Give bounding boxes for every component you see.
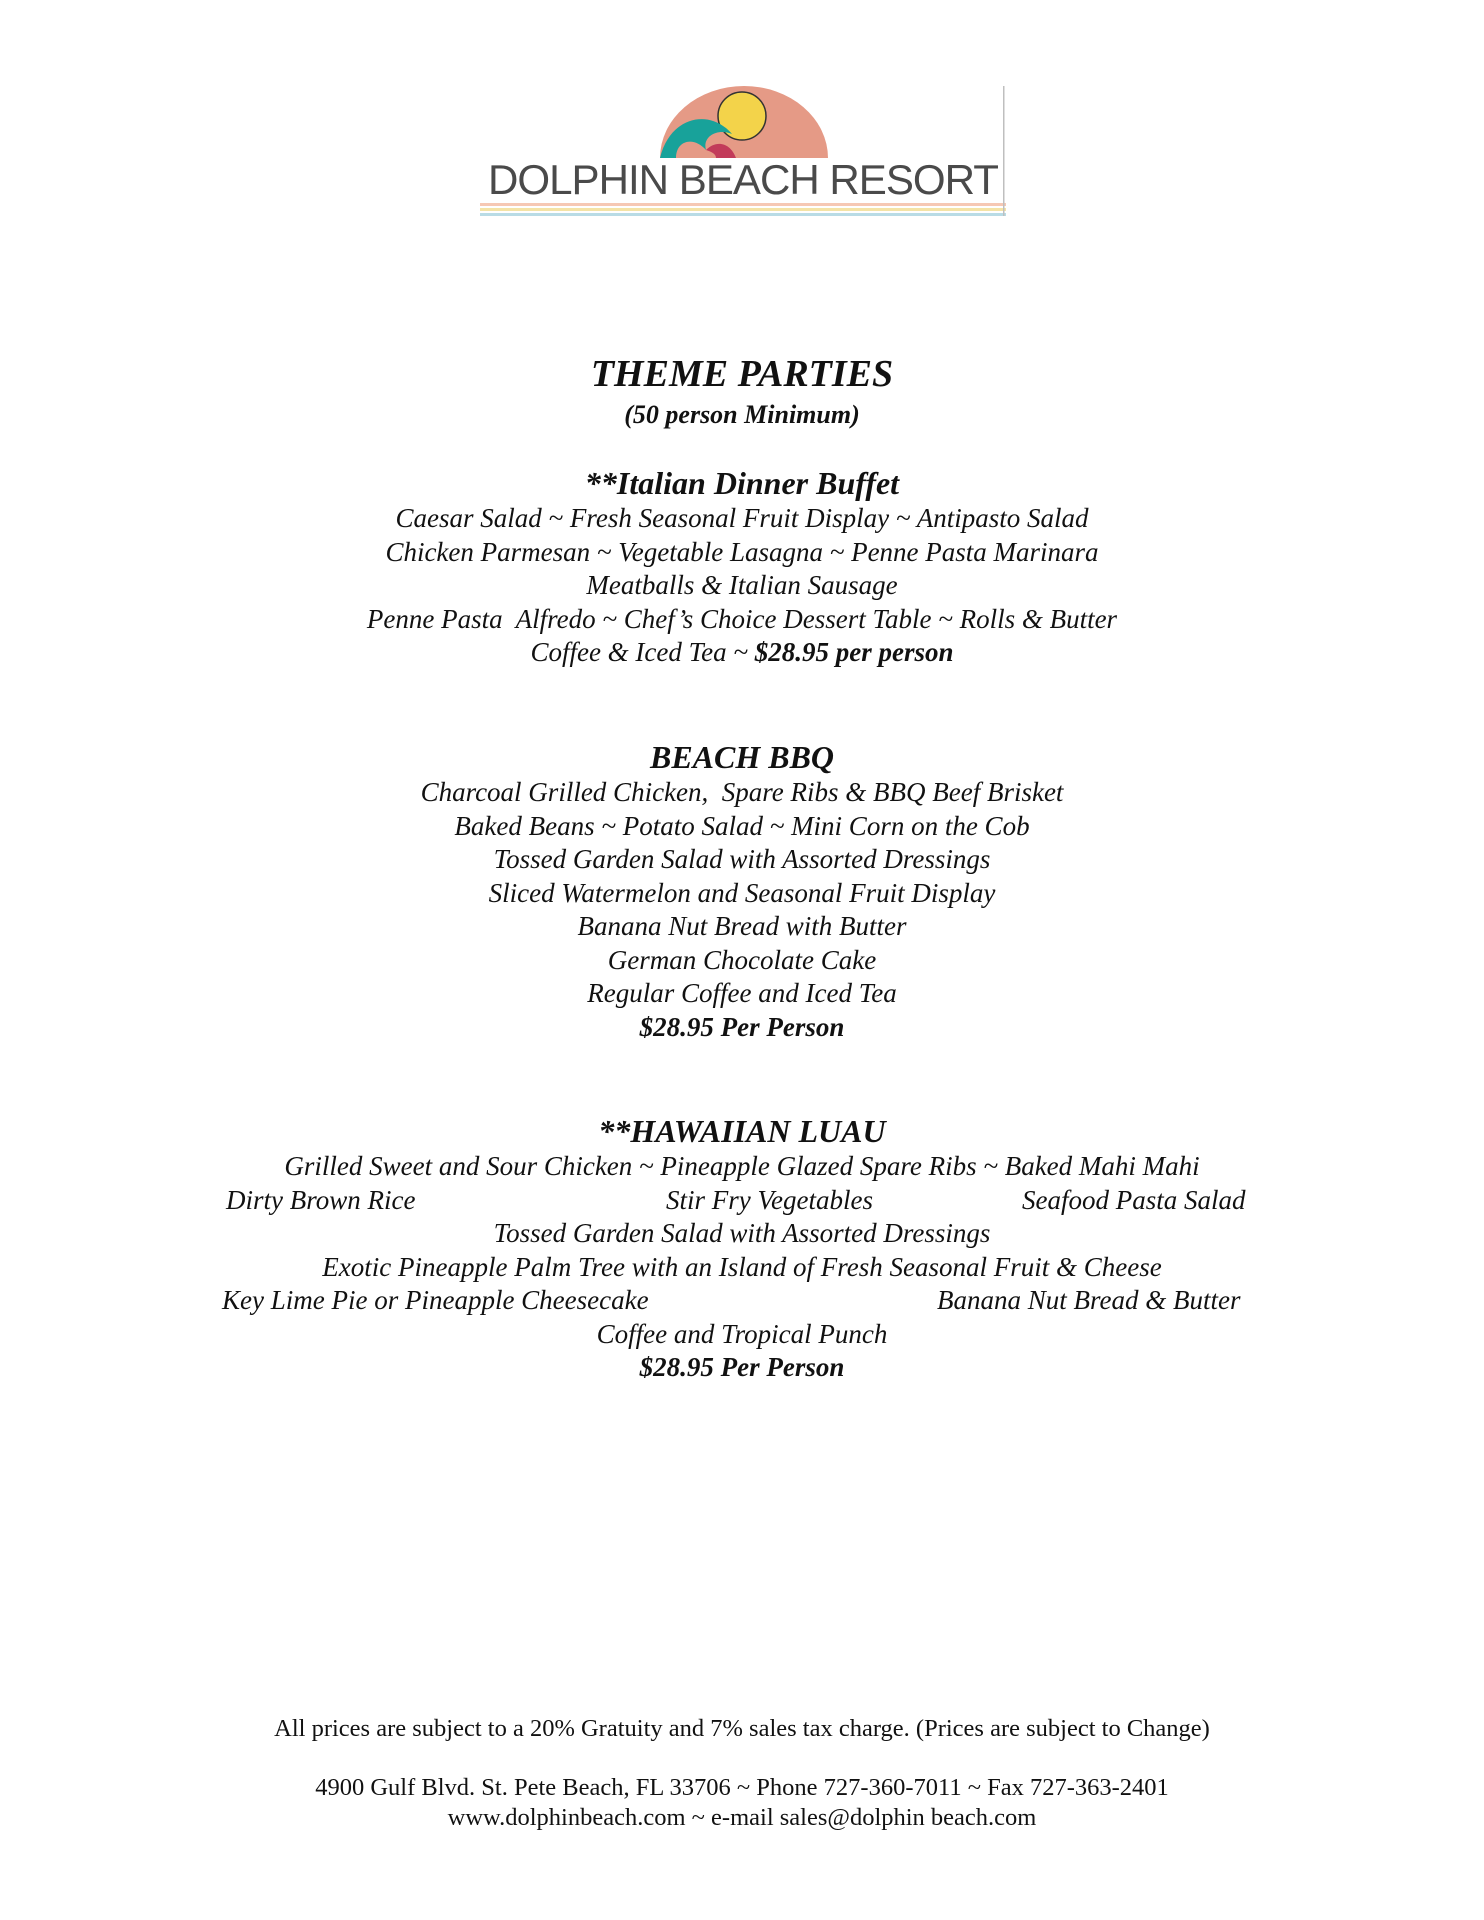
- italian-buffet-section: [0, 464, 1484, 670]
- page-subtitle: (50 person Minimum): [624, 400, 860, 429]
- menu-row-three-items: [0, 1184, 1484, 1218]
- menu-line: Charcoal Grilled Chicken, Spare Ribs & BBQ Beef Brisket: [420, 777, 1064, 807]
- menu-row-two-items: [0, 1284, 1484, 1318]
- page-title: THEME PARTIES: [590, 353, 894, 395]
- footer-disclaimer: All prices are subject to a 20% Gratuity and 7% sales tax charge. (Prices are subject to Change): [274, 1715, 1210, 1742]
- resort-logo: [480, 86, 1006, 220]
- menu-line-with-price: [0, 636, 1484, 670]
- menu-item: Seafood Pasta Salad: [1022, 1184, 1246, 1215]
- luau-price: $28.95 Per Person: [639, 1352, 845, 1382]
- logo-stripe-2: [480, 208, 1006, 211]
- menu-line: Caesar Salad ~ Fresh Seasonal Fruit Display ~ Antipasto Salad: [395, 503, 1089, 533]
- beach-bbq-heading: BEACH BBQ: [649, 739, 835, 775]
- bbq-price: $28.95 Per Person: [639, 1011, 845, 1042]
- menu-line: Tossed Garden Salad with Assorted Dressings: [493, 1218, 991, 1248]
- footer-address: 4900 Gulf Blvd. St. Pete Beach, FL 33706 ~ Phone 727-360-7011 ~ Fax 727-363-2401: [315, 1774, 1169, 1801]
- footer-web-email: www.dolphinbeach.com ~ e-mail sales@dolphin beach.com: [447, 1804, 1037, 1831]
- menu-line: Baked Beans ~ Potato Salad ~ Mini Corn on the Cob: [454, 810, 1030, 841]
- hawaiian-luau-heading: **HAWAIIAN LUAU: [598, 1113, 886, 1149]
- hawaiian-luau-section: [0, 1112, 1484, 1385]
- menu-item: Dirty Brown Rice: [226, 1184, 416, 1215]
- menu-line: Regular Coffee and Iced Tea: [587, 978, 897, 1008]
- logo-text: DOLPHIN BEACH RESORT: [488, 156, 999, 203]
- menu-line-prefix: Coffee & Iced Tea ~: [530, 637, 755, 667]
- italian-price: $28.95 per person: [754, 637, 954, 667]
- menu-line: Penne Pasta Alfredo ~ Chef’s Choice Dessert Table ~ Rolls & Butter: [366, 603, 1118, 634]
- menu-line: German Chocolate Cake: [607, 944, 877, 975]
- menu-line: Exotic Pineapple Palm Tree with an Island of Fresh Seasonal Fruit & Cheese: [322, 1251, 1162, 1282]
- logo-stripe-3: [480, 213, 1006, 216]
- logo-stripe-1: [480, 203, 1006, 206]
- menu-line: Tossed Garden Salad with Assorted Dressings: [493, 844, 991, 874]
- logo-right-rule: [1003, 86, 1005, 216]
- beach-bbq-section: [0, 738, 1484, 1044]
- menu-line: Sliced Watermelon and Seasonal Fruit Display: [488, 877, 996, 908]
- menu-line: Banana Nut Bread with Butter: [577, 911, 907, 941]
- menu-line: Chicken Parmesan ~ Vegetable Lasagna ~ Penne Pasta Marinara: [385, 536, 1099, 567]
- menu-item: Stir Fry Vegetables: [666, 1184, 873, 1215]
- menu-item: Banana Nut Bread & Butter: [937, 1285, 1241, 1315]
- menu-line: Grilled Sweet and Sour Chicken ~ Pineapple Glazed Spare Ribs ~ Baked Mahi Mahi: [284, 1151, 1200, 1181]
- menu-line: Coffee and Tropical Punch: [596, 1318, 888, 1349]
- menu-item: Key Lime Pie or Pineapple Cheesecake: [222, 1285, 649, 1315]
- menu-line: Meatballs & Italian Sausage: [586, 570, 898, 600]
- logo-sun: [718, 92, 766, 140]
- italian-buffet-heading: **Italian Dinner Buffet: [584, 465, 900, 501]
